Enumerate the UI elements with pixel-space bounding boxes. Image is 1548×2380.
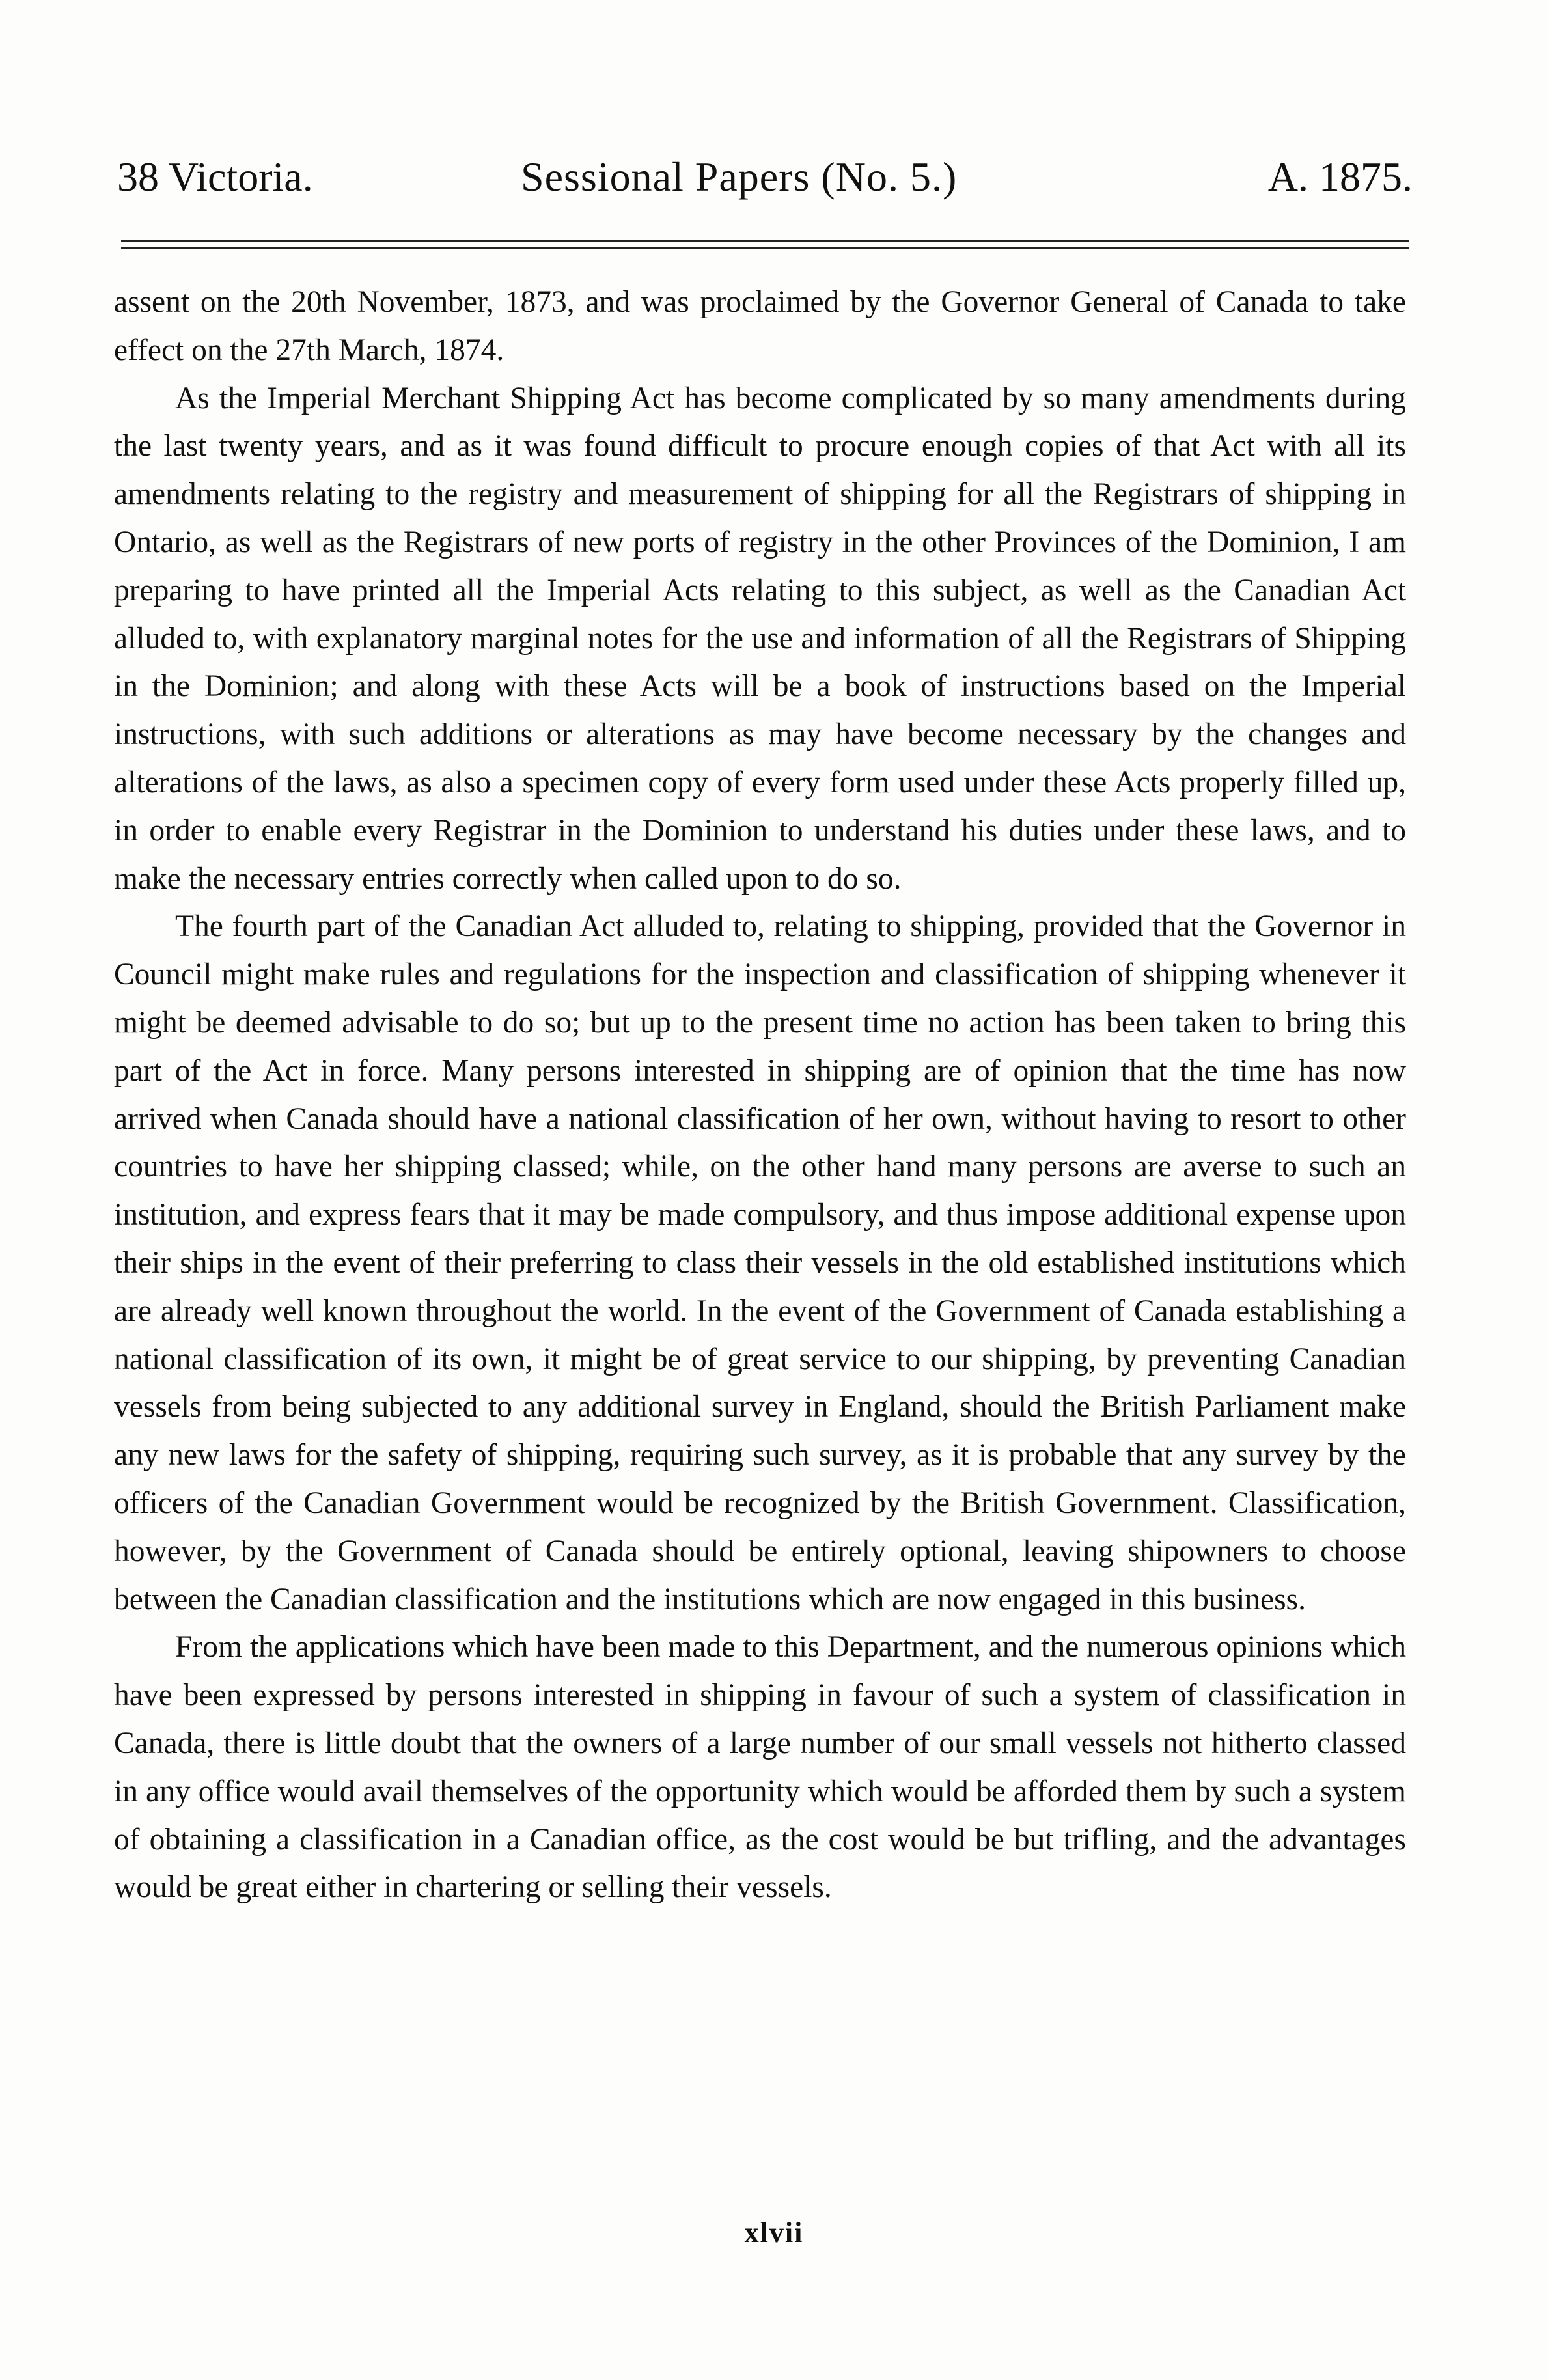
page-folio: xlvii [744, 2217, 804, 2249]
header-rule-thick [121, 240, 1409, 242]
paragraph-continuation: assent on the 20th November, 1873, and was proclaimed by the Governor General of Canada to take effect on the 27th March, 1874. [114, 285, 1406, 367]
header-year: A. 1875. [1267, 154, 1413, 200]
header-session: 38 Victoria. [117, 154, 313, 200]
running-header [117, 153, 1413, 212]
paragraph-classification: The fourth part of the Canadian Act alluded to, relating to shipping, provided that the Governor in Council might make rules and regulations for the inspection and classification of shipping whenever it might be deemed advisable to do so; but up to the present time no action has been taken to bring this part of the Act in force. Many persons interested in shipping are of opinion that the time has now arrived when Canada should have a national classification of her own, without having to resort to other countries to have her shipping classed; while, on the other hand many persons are averse to such an institution, and express fears that it may be made compulsory, and thus impose additional expense upon their ships in the event of their preferring to class their vessels in the old established institutions which are already well known throughout the world. In the event of the Government of Canada establishing a national classification of its own, it might be of great service to our shipping, by preventing Canadian vessels from being subjected to any additional survey in England, should the British Parliament make any new laws for the safety of shipping, requiring such survey, as it is probable that any survey by the officers of the Canadian Government would be recognized by the British Government. Classification, however, by the Government of Canada should be entirely optional, leaving shipowners to choose between the Canadian classification and the institutions which are now engaged in this business. [114, 909, 1406, 1616]
paragraph-applications: From the applications which have been made to this Department, and the numerous opinions which have been expressed by persons interested in shipping in favour of such a system of classification in Canada, there is little doubt that the owners of a large number of our small vessels not hitherto classed in any office would avail themselves of the opportunity which would be afforded them by such a system of obtaining a classification in a Canadian office, as the cost would be but trifling, and the advantages would be great either in chartering or selling their vessels. [114, 1630, 1406, 1905]
header-title: Sessional Papers (No. 5.) [521, 154, 958, 200]
header-rule-thin [121, 247, 1409, 249]
paragraph-imperial-act: As the Imperial Merchant Shipping Act has become complicated by so many amendments during the last twenty years, and as it was found difficult to procure enough copies of that Act with all its amendments relating to the registry and measurement of shipping for all the Registrars of shipping in Ontario, as well as the Registrars of new ports of registry in the other Provinces of the Dominion, I am preparing to have printed all the Imperial Acts relating to this subject, as well as the Canadian Act alluded to, with explanatory marginal notes for the use and information of all the Registrars of Shipping in the Dominion; and along with these Acts will be a book of instructions based on the Imperial instructions, with such additions or alterations as may have become necessary by the changes and alterations of the laws, as also a specimen copy of every form used under these Acts properly filled up, in order to enable every Registrar in the Dominion to understand his duties under these laws, and to make the necessary entries correctly when called upon to do so. [114, 381, 1406, 896]
body-text [114, 279, 1406, 1912]
